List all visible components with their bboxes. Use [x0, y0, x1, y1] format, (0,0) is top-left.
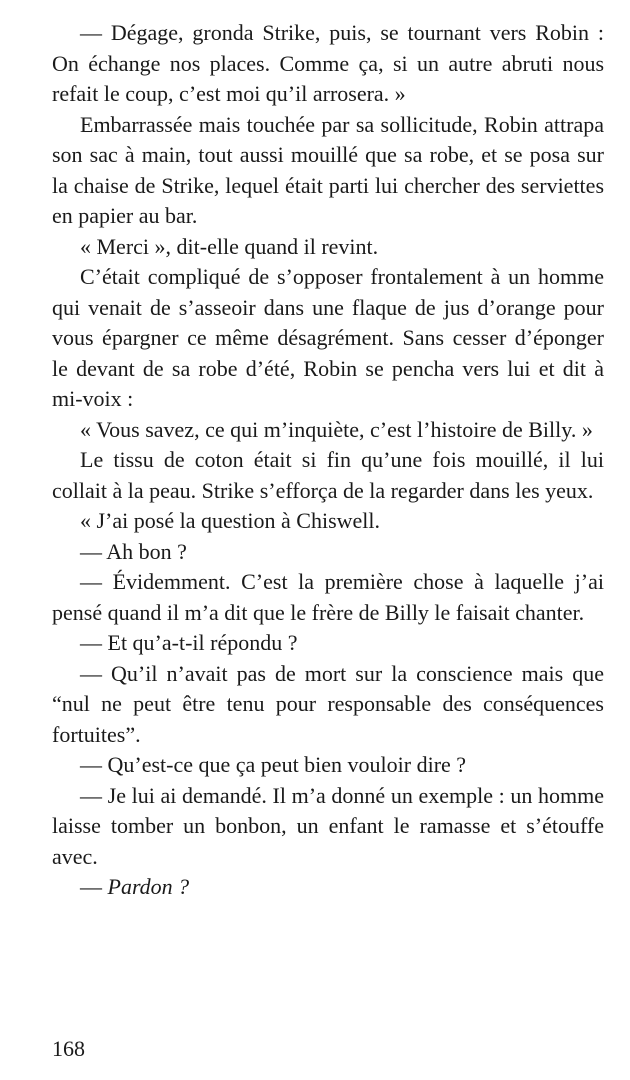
paragraph: — Dégage, gronda Strike, puis, se tournant vers Robin : On échange nos places. Comme ça, si un autre abruti nous refait le coup, c’est moi qu’il arrosera. » [52, 20, 604, 106]
book-page-text [52, 18, 604, 903]
paragraph: Embarrassée mais touchée par sa sollicitude, Robin attrapa son sac à main, tout aussi mouillé que sa robe, et se posa sur la chaise de Strike, lequel était parti lui chercher des serviettes en papier au bar. [52, 111, 604, 228]
paragraph: — Qu’il n’avait pas de mort sur la conscience mais que “nul ne peut être tenu pour responsable des conséquences fortuites”. [52, 660, 604, 747]
paragraph: — Qu’est-ce que ça peut bien vouloir dire ? [80, 752, 467, 777]
paragraph: — Et qu’a-t-il répondu ? [80, 630, 298, 655]
paragraph: « Vous savez, ce qui m’inquiète, c’est l’histoire de Billy. » [80, 416, 593, 442]
paragraph: — Ah bon ? [80, 538, 187, 564]
paragraph: « J’ai posé la question à Chiswell. [80, 508, 381, 533]
dialogue-dash: — [80, 874, 108, 899]
paragraph: — Évidemment. C’est la première chose à laquelle j’ai pensé quand il m’a dit que le frère de Billy le faisait chanter. [52, 569, 604, 625]
paragraph: C’était compliqué de s’opposer frontalement à un homme qui venait de s’asseoir dans une flaque de jus d’orange pour vous épargner ce même désagrément. Sans cesser d’éponger le devant de sa robe d’été, Robin se pencha vers lui et dit à mi-voix : [52, 264, 604, 411]
paragraph: — Je lui ai demandé. Il m’a donné un exemple : un homme laisse tomber un bonbon, un enfant le ramasse et s’étouffe avec. [52, 782, 604, 869]
page-number: 168 [52, 1036, 85, 1061]
paragraph: Le tissu de coton était si fin qu’une fois mouillé, il lui collait à la peau. Strike s’efforça de la regarder dans les yeux. [52, 447, 604, 503]
italic-dialogue: Pardon ? [107, 874, 190, 899]
paragraph-last [52, 872, 604, 903]
paragraph: « Merci », dit-elle quand il revint. [80, 233, 379, 259]
